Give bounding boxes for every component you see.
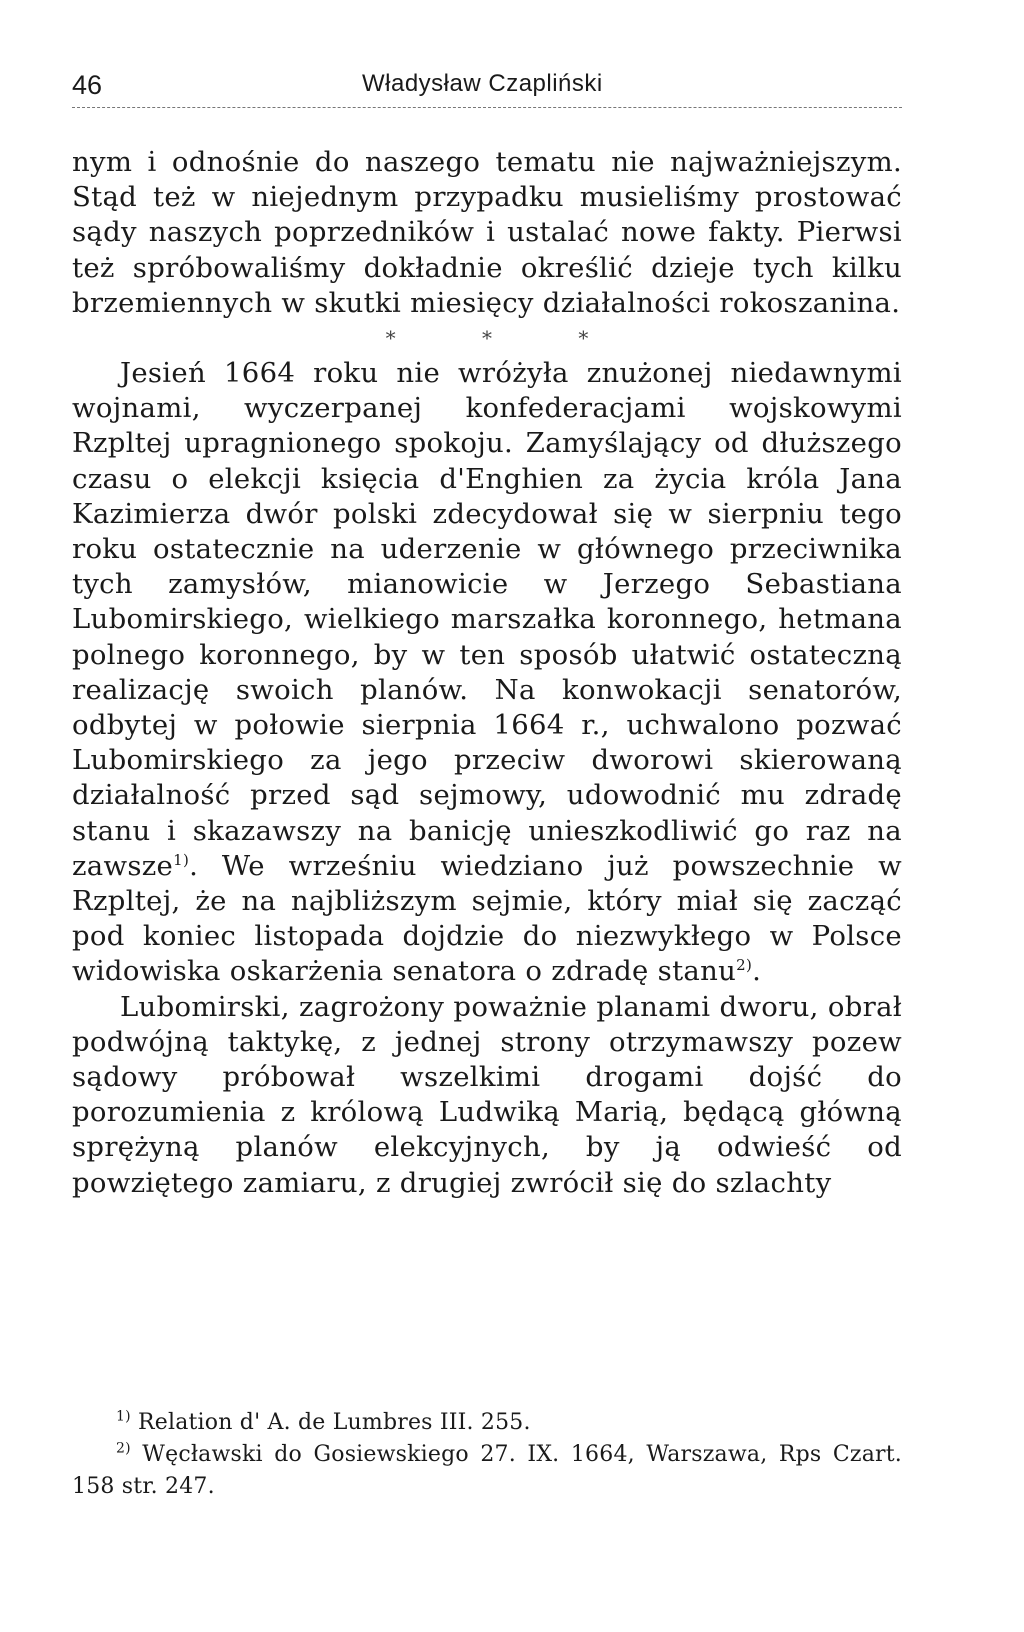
- footnote-mark: 2): [116, 1440, 131, 1457]
- book-page: [72, 62, 902, 1499]
- page-number: 46: [72, 70, 103, 100]
- page-header: [72, 62, 902, 102]
- footnote-1: [72, 1407, 902, 1439]
- footnote-text: Relation d' A. de Lumbres III. 255.: [137, 1410, 531, 1435]
- paragraph-text: . We wrześniu wiedziano już powszechnie w Rzpltej, że na najbliższym sejmie, który miał się zacząć pod koniec listopada dojdzie do niezwykłego w Polsce widowiska oskarżenia senatora o zdradę stanu: [72, 849, 902, 988]
- running-head-author: Władysław Czapliński: [362, 70, 603, 97]
- header-rule: [72, 107, 902, 108]
- paragraph-autumn-1664: [72, 356, 902, 990]
- footnote-mark: 1): [116, 1408, 131, 1425]
- footnote-reference-1[interactable]: 1): [173, 850, 190, 869]
- footnotes: [72, 1407, 902, 1503]
- paragraph-text: .: [752, 955, 762, 988]
- paragraph-text: Jesień 1664 roku nie wróżyła znużonej niedawnymi wojnami, wyczerpanej konfederacjami wojskowymi Rzpltej upragnionego spokoju. Zamyślający od dłuższego czasu o elekcji księcia d'Enghien za życia króla Jana Kazimierza dwór polski zdecydował się w sierpniu tego roku ostatecznie na uderzenie w głównego przeciwnika tych zamysłów, mianowicie w Jerzego Sebastiana Lubomirskiego, wielkiego marszałka koronnego, hetmana polnego koronnego, by w ten sposób ułatwić ostateczną realizację swoich planów. Na konwokacji senatorów, odbytej w połowie sierpnia 1664 r., uchwalono pozwać Lubomirskiego za jego przeciw dworowi skierowaną działalność przed sąd sejmowy, udowodnić mu zdradę stanu i skazawszy na banicję unieszkodliwić go raz na zawsze: [72, 357, 902, 882]
- body-text: [72, 145, 902, 1201]
- footnote-2: [72, 1439, 902, 1503]
- footnote-text: Węcławski do Gosiewskiego 27. IX. 1664, Warszawa, Rps Czart. 158 str. 247.: [72, 1442, 902, 1499]
- paragraph-lubomirski: Lubomirski, zagrożony poważnie planami dworu, obrał podwójną taktykę, z jednej strony otrzymawszy pozew sądowy próbował wszelkimi drogami dojść do porozumienia z królową Ludwiką Marią, będącą główną sprężyną planów elekcyjnych, by ją odwieść od powziętego zamiaru, z drugiej zwrócił się do szlachty: [72, 990, 902, 1199]
- section-separator: * * *: [385, 326, 629, 351]
- footnote-reference-2[interactable]: 2): [736, 956, 753, 975]
- paragraph-continuation: nym i odnośnie do naszego tematu nie najważniejszym. Stąd też w niejednym przypadku musieliśmy prostować sądy naszych poprzedników i ustalać nowe fakty. Pierwsi też spróbowaliśmy dokładnie określić dzieje tych kilku brzemiennych w skutki miesięcy działalności rokoszanina.: [72, 146, 902, 319]
